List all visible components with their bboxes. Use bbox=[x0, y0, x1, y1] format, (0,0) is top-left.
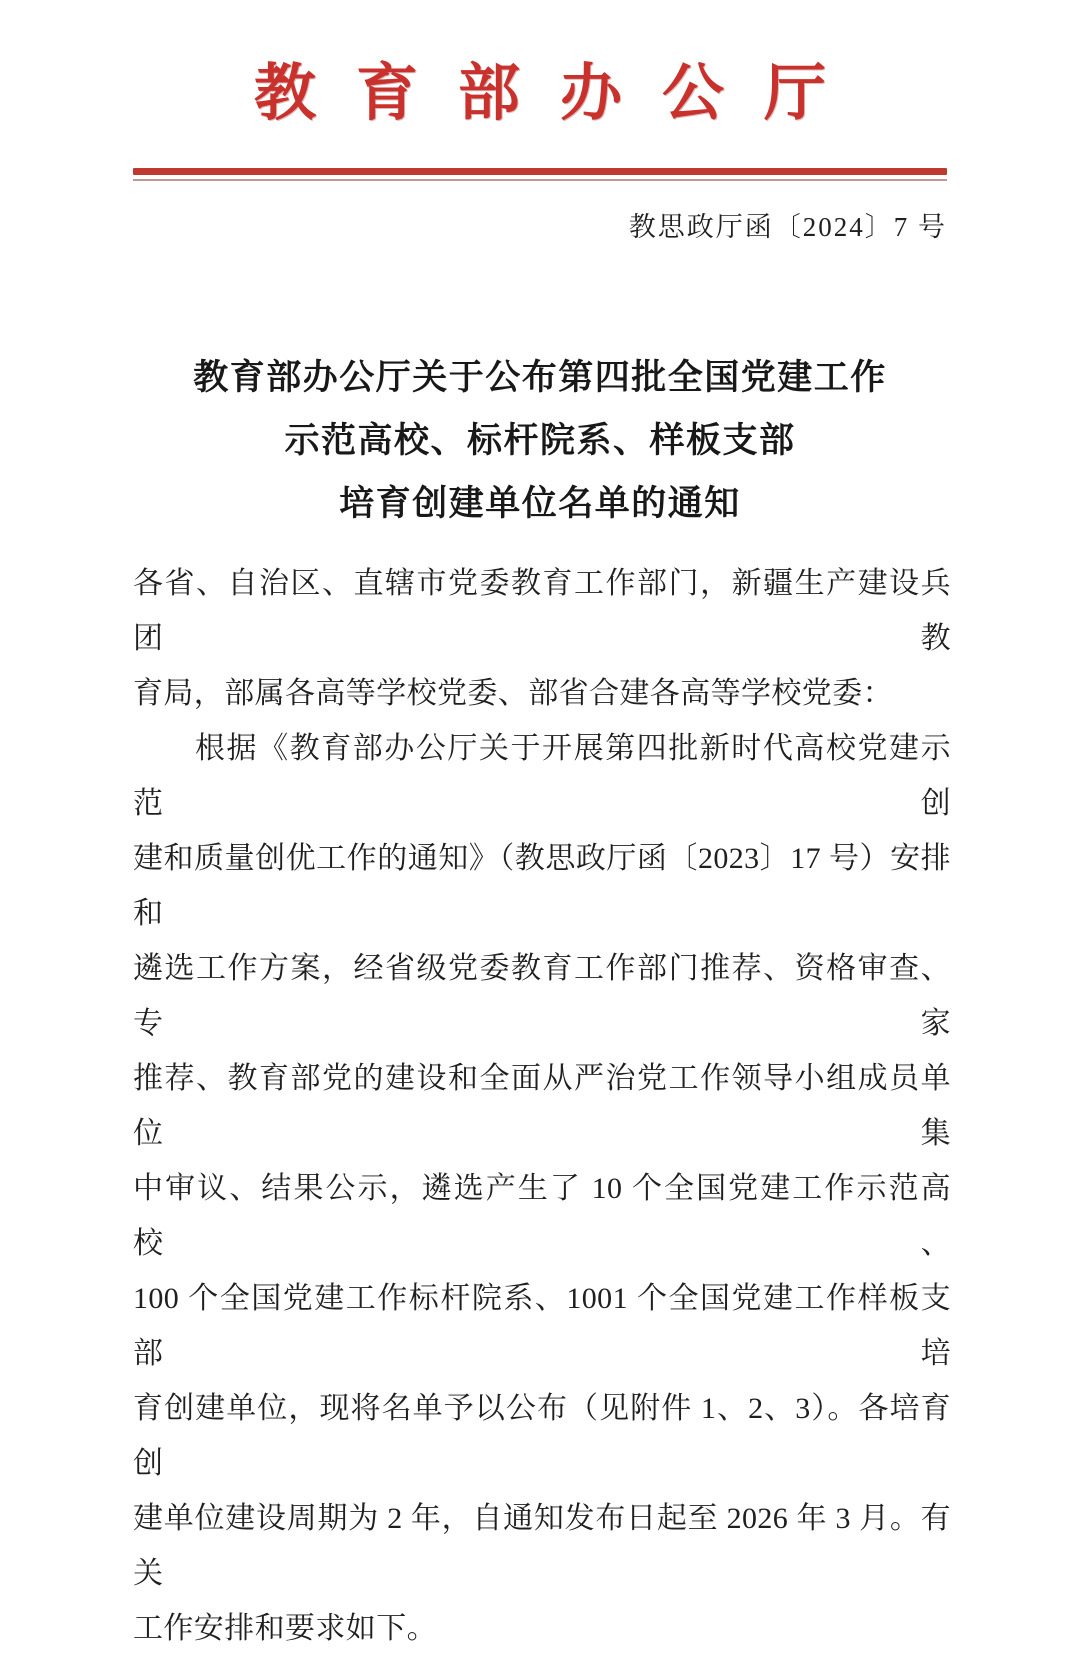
document-title-line-2: 示范高校、标杆院系、样板支部 bbox=[284, 421, 796, 460]
document-title bbox=[0, 346, 1080, 535]
body-paragraph-line-2: 建和质量创优工作的通知》（教思政厅函〔2023〕17 号）安排和 bbox=[133, 842, 951, 930]
document-number: 教思政厅函〔2024〕7 号 bbox=[628, 212, 947, 242]
body-paragraph-line-6: 100 个全国党建工作标杆院系、1001 个全国党建工作样板支部培 bbox=[133, 1282, 951, 1370]
body-paragraph-line-3: 遴选工作方案，经省级党委教育工作部门推荐、资格审查、专家 bbox=[133, 952, 951, 1040]
body-paragraph-line-1: 根据《教育部办公厅关于开展第四批新时代高校党建示范创 bbox=[133, 732, 951, 820]
document-number-row bbox=[0, 209, 1080, 247]
letterhead-divider-main bbox=[133, 168, 947, 175]
body-paragraph-line-5: 中审议、结果公示，遴选产生了 10 个全国党建工作示范高校、 bbox=[133, 1172, 951, 1260]
body-paragraph-line-8: 建单位建设周期为 2 年，自通知发布日起至 2026 年 3 月。有关 bbox=[133, 1502, 951, 1590]
body-paragraph-line-9: 工作安排和要求如下。 bbox=[133, 1612, 437, 1645]
letterhead-divider-shadow bbox=[133, 179, 947, 181]
addressee-line-2: 育局，部属各高等学校党委、部省合建各高等学校党委： bbox=[133, 677, 893, 710]
addressee-line-1: 各省、自治区、直辖市党委教育工作部门，新疆生产建设兵团教 bbox=[133, 567, 951, 655]
document-body bbox=[133, 556, 951, 1656]
body-paragraph-line-7: 育创建单位，现将名单予以公布（见附件 1、2、3）。各培育创 bbox=[133, 1392, 951, 1480]
issuing-organization: 教育部办公厅 bbox=[253, 60, 866, 128]
letterhead bbox=[0, 62, 1080, 127]
document-title-line-3: 培育创建单位名单的通知 bbox=[339, 484, 741, 523]
document-title-line-1: 教育部办公厅关于公布第四批全国党建工作 bbox=[193, 358, 887, 397]
letterhead-divider bbox=[133, 168, 947, 181]
body-paragraph-line-4: 推荐、教育部党的建设和全面从严治党工作领导小组成员单位集 bbox=[133, 1062, 951, 1150]
